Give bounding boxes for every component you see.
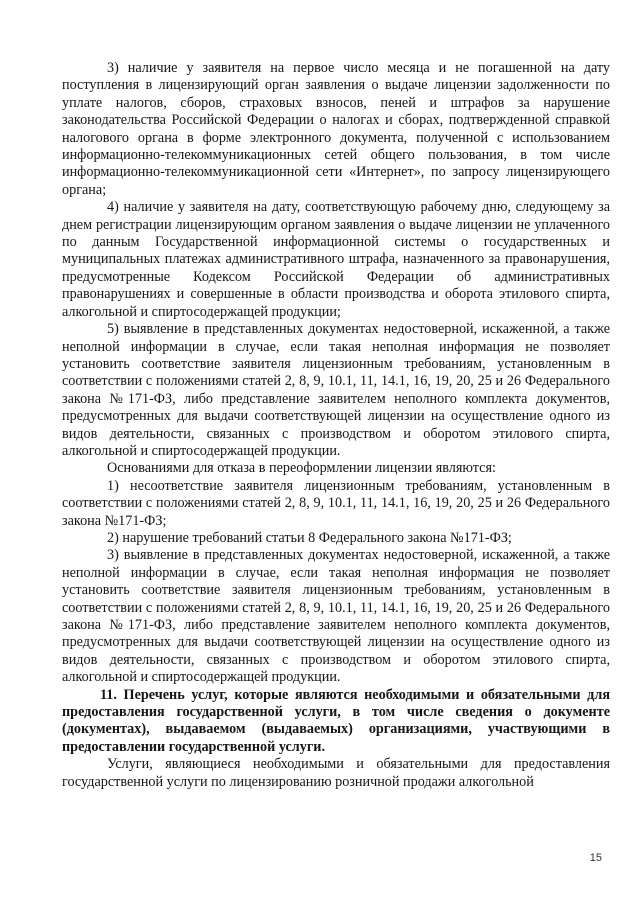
paragraph-reissue-item-1: 1) несоответствие заявителя лицензионным требованиям, установленным в соответствии с положениями статей 2, 8, 9, 10.1, 11, 14.1, 16, 19, 20, 25 и 26 Федерального закона №171-ФЗ; <box>62 477 610 529</box>
paragraph-item-4-unpaid-fine: 4) наличие у заявителя на дату, соответствующую рабочему дню, следующему за днем регистрации лицензирующим органом заявления о выдаче лицензии не уплаченного по данным Государственной информационной системы о государственных и муниципальных платежах административного штрафа, назначенного за правонарушения, предусмотренные Кодексом Российской Федерации об административных правонарушениях и совершенные в области производства и оборота этилового спирта, алкогольной и спиртосодержащей продукции; <box>62 199 610 320</box>
paragraph-reissue-refusal-intro: Основаниями для отказа в переоформлении лицензии являются: <box>107 460 496 477</box>
section-heading-11: 11. Перечень услуг, которые являются необходимыми и обязательными для предоставления государственной услуги, в том числе сведения о документе (документах), выдаваемом (выдаваемых) организациями, участвующими в предоставлении государственной услуги. <box>62 686 610 755</box>
page-number: 15 <box>589 852 602 864</box>
paragraph-reissue-item-2: 2) нарушение требований статьи 8 Федерального закона №171-ФЗ; <box>107 529 512 546</box>
document-body <box>62 60 610 791</box>
paragraph-services-intro: Услуги, являющиеся необходимыми и обязательными для предоставления государственной услуги по лицензированию розничной продажи алкогольной <box>62 756 610 790</box>
paragraph-item-3-tax-debt: 3) наличие у заявителя на первое число месяца и не погашенной на дату поступления в лицензирующий орган заявления о выдаче лицензии задолженности по уплате налогов, сборов, страховых взносов, пеней и штрафов за нарушение законодательства Российской Федерации о налогах и сборах, подтвержденной справкой налогового органа в форме электронного документа, полученной с использованием информационно-телекоммуникационных сетей общего пользования, в том числе информационно-телекоммуникационной сети «Интернет», по запросу лицензирующего органа; <box>62 60 610 198</box>
paragraph-item-5-false-info: 5) выявление в представленных документах недостоверной, искаженной, а также неполной информации в случае, если такая неполная информация не позволяет установить соответствие заявителя лицензионным требованиям, установленным в соответствии с положениями статей 2, 8, 9, 10.1, 11, 14.1, 16, 19, 20, 25 и 26 Федерального закона №171-ФЗ, либо представление заявителем неполного комплекта документов, предусмотренных для выдачи соответствующей лицензии на осуществление одного из видов деятельности, связанных с производством и оборотом этилового спирта, алкогольной и спиртосодержащей продукции. <box>62 321 610 459</box>
paragraph-reissue-item-3: 3) выявление в представленных документах недостоверной, искаженной, а также неполной информации в случае, если такая неполная информация не позволяет установить соответствие заявителя лицензионным требованиям, установленным в соответствии с положениями статей 2, 8, 9, 10.1, 11, 14.1, 16, 19, 20, 25 и 26 Федерального закона №171-ФЗ, либо представление заявителем неполного комплекта документов, предусмотренных для выдачи соответствующей лицензии на осуществление одного из видов деятельности, связанных с производством и оборотом этилового спирта, алкогольной и спиртосодержащей продукции. <box>62 547 610 686</box>
